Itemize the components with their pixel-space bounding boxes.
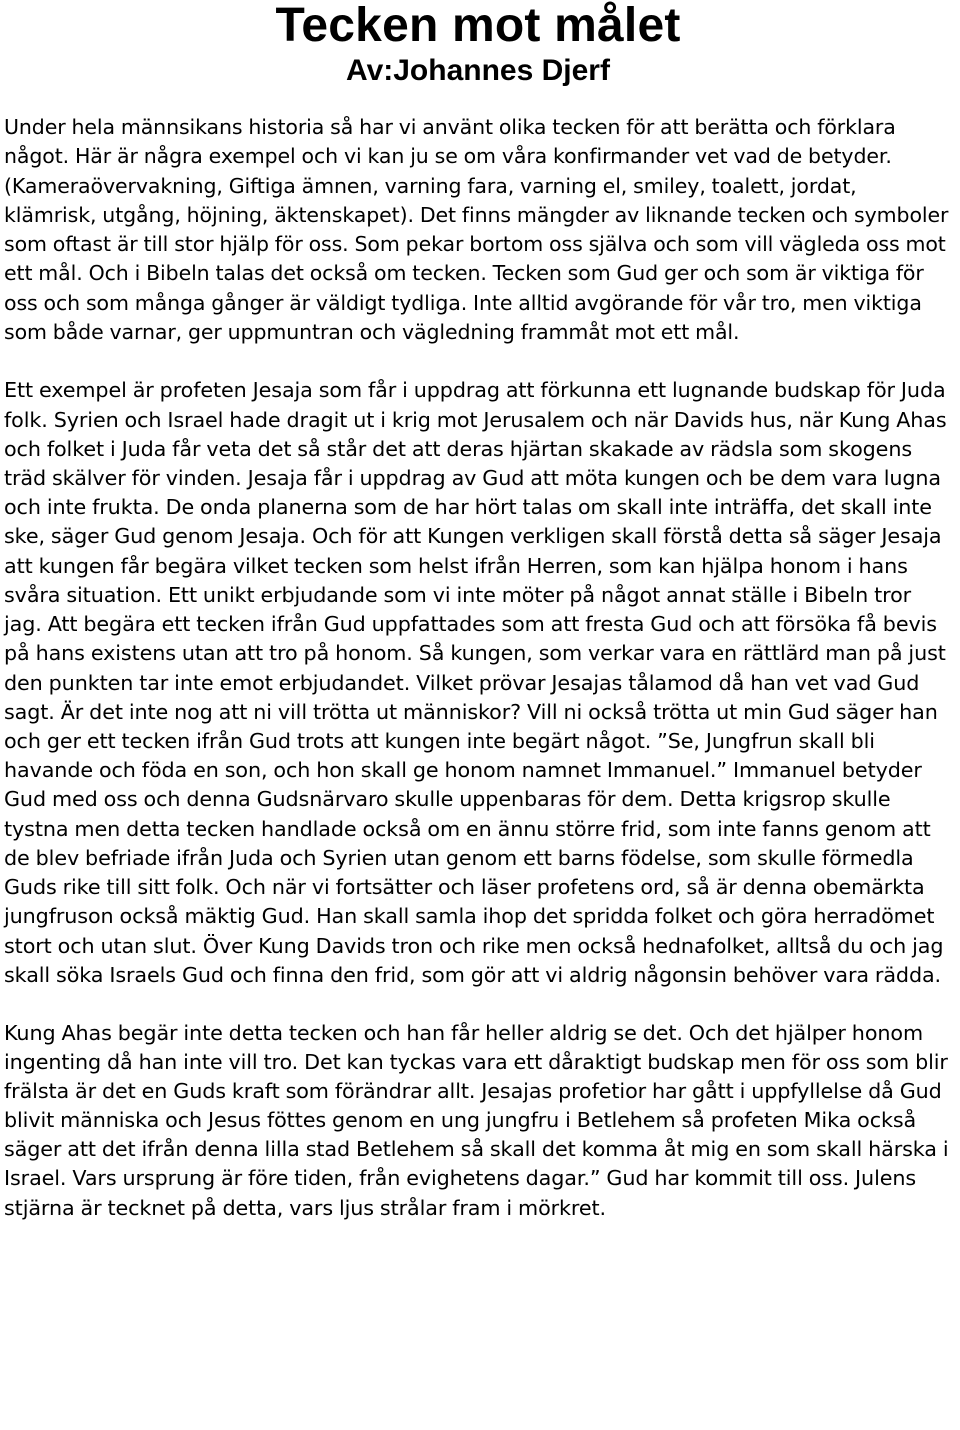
- paragraph-intro: Under hela männsikans historia så har vi använt olika tecken för att berätta och förklara något. Här är några exempel och vi kan ju se om våra konfirmander vet vad de betyder. (Kameraövervakning, Giftiga ämnen, varning fara, varning el, smiley, toalett, jordat, klämrisk, utgång, höjning, äktenskapet). Det finns mängder av liknande tecken och symboler som oftast är till stor hjälp för oss. Som pekar bortom oss själva och som vill vägleda oss mot ett mål. Och i Bibeln talas det också om tecken. Tecken som Gud ger och som är viktiga för oss och som många gånger är väldigt tydliga. Inte alltid avgörande för vår tro, men viktiga som både varnar, ger uppmuntran och vägledning frammåt mot ett mål.: [4, 115, 949, 345]
- document-body: [4, 113, 952, 1223]
- author-byline: Av:Johannes Djerf: [346, 54, 610, 87]
- document-title: Tecken mot målet: [275, 0, 681, 52]
- paragraph-jesaja: Ett exempel är profeten Jesaja som får i uppdrag att förkunna ett lugnande budskap för Juda folk. Syrien och Israel hade dragit ut i krig mot Jerusalem och när Davids hus, när Kung Ahas och folket i Juda får veta det så står det att deras hjärtan skakade av rädsla som skogens träd skälver för vinden. Jesaja får i uppdrag av Gud att möta kungen och be dem vara lugna och inte frukta. De onda planerna som de har hört talas om skall inte inträffa, det skall inte ske, säger Gud genom Jesaja. Och för att Kungen verkligen skall förstå detta så säger Jesaja att kungen får begära vilket tecken som helst ifrån Herren, som kan hjälpa honom i hans svåra situation. Ett unikt erbjudande som vi inte möter på något annat ställe i Bibeln tror jag. Att begära ett tecken ifrån Gud uppfattades som att fresta Gud och att försöka få bevis på hans existens utan att tro på honom. Så kungen, som verkar vara en rättlärd man på just den punkten tar inte emot erbjudandet. Vilket prövar Jesajas tålamod då han vet vad Gud sagt. Är det inte nog att ni vill trötta ut människor? Vill ni också trötta ut min Gud säger han och ger ett tecken ifrån Gud trots att kungen inte begärt något. ”Se, Jungfrun skall bli havande och föda en son, och hon skall ge honom namnet Immanuel.” Immanuel betyder Gud med oss och denna Gudsnärvaro skulle uppenbaras för dem. Detta krigsrop skulle tystna men detta tecken handlade också om en ännu större frid, som inte fanns genom att de blev befriade ifrån Juda och Syrien utan genom ett barns födelse, som skulle förmedla Guds rike till sitt folk. Och när vi fortsätter och läser profetens ord, så är denna obemärkta jungfruson också mäktig Gud. Han skall samla ihop det spridda folket och göra herradömet stort och utan slut. Över Kung Davids tron och rike men också hednafolket, alltså du och jag skall söka Israels Gud och finna den frid, som gör att vi aldrig någonsin behöver vara rädda.: [4, 378, 947, 987]
- paragraph-spacer: [4, 990, 952, 1019]
- paragraph-closing: Kung Ahas begär inte detta tecken och han får heller aldrig se det. Och det hjälper honom ingenting då han inte vill tro. Det kan tyckas vara ett dåraktigt budskap men för oss som blir frälsta är det en Guds kraft som förändrar allt. Jesajas profetior har gått i uppfyllelse då Gud blivit människa och Jesus föttes genom en ung jungfru i Betlehem så profeten Mika också säger att det ifrån denna lilla stad Betlehem så skall det komma åt mig en som skall härska i Israel. Vars ursprung är före tiden, från evighetens dagar.” Gud har kommit till oss. Julens stjärna är tecknet på detta, vars ljus strålar fram i mörkret.: [4, 1020, 949, 1220]
- paragraph-spacer: [4, 347, 952, 376]
